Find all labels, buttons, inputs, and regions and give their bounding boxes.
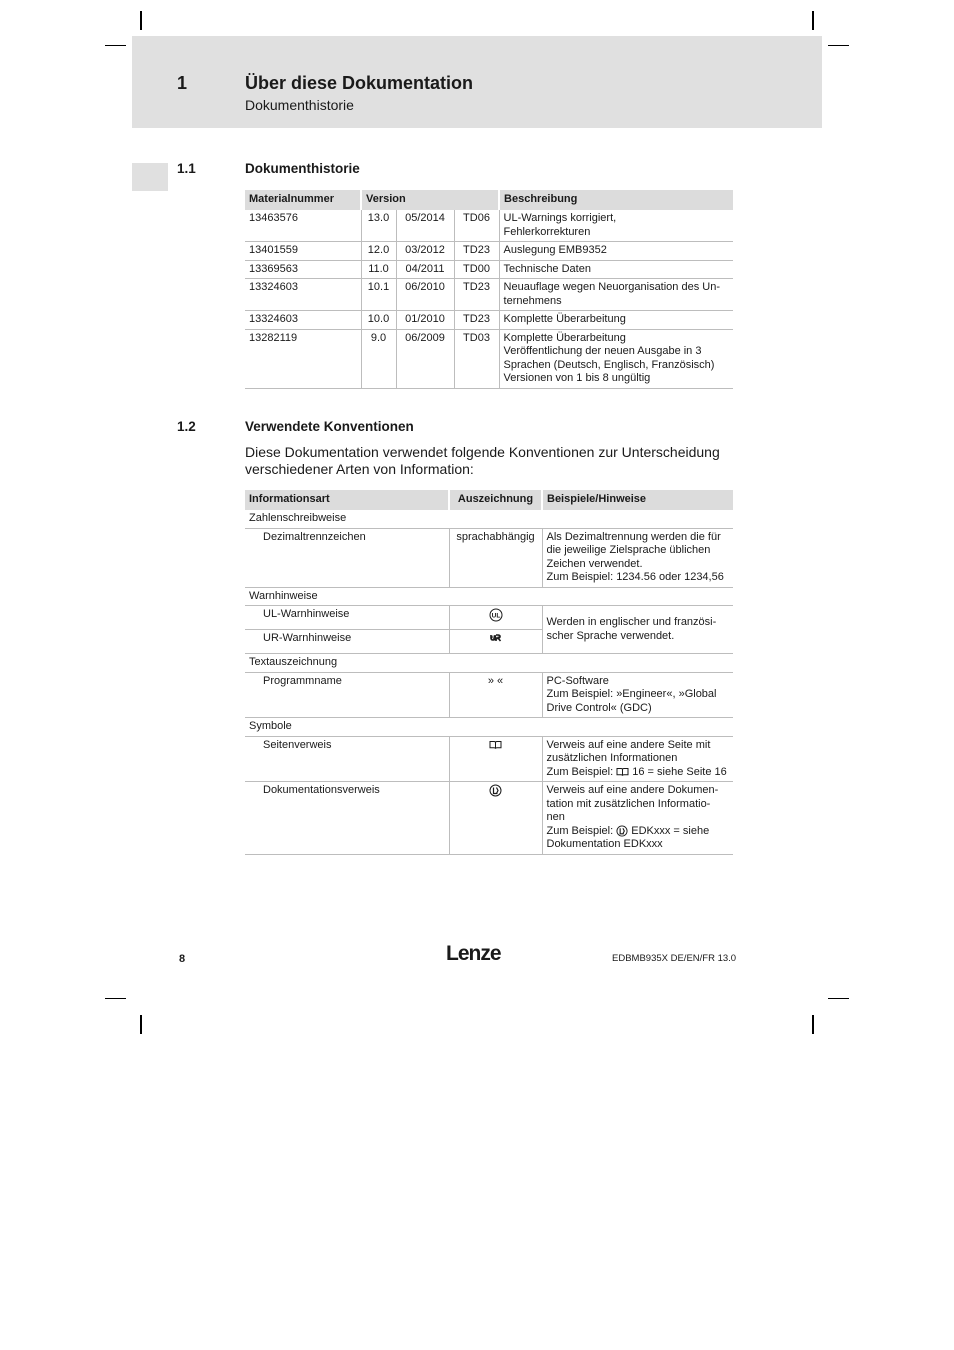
notes <box>542 736 733 782</box>
table-row <box>245 260 733 279</box>
note-line: zusätzlichen Informationen <box>546 752 678 764</box>
version-code: TD06 <box>454 210 499 242</box>
material-number: 13324603 <box>245 311 361 330</box>
table-row <box>245 311 733 330</box>
table-row <box>245 528 733 587</box>
table-header-row <box>245 190 733 210</box>
notes <box>542 672 733 718</box>
book-icon <box>489 740 502 750</box>
group-row <box>245 510 733 528</box>
conventions-table <box>245 490 733 855</box>
description-line: Auslegung EMB9352 <box>503 244 607 256</box>
group-label: Textauszeichnung <box>245 654 733 673</box>
note-line: nen <box>546 811 565 823</box>
chapter-title: Über diese Dokumentation <box>245 73 474 93</box>
crop-mark <box>105 998 126 999</box>
note-line: Werden in englischer und französi- <box>546 616 717 628</box>
crop-mark <box>140 11 142 30</box>
crop-mark <box>828 45 849 46</box>
description-line: Komplette Überarbeitung <box>503 313 626 325</box>
group-label: Zahlenschreibweise <box>245 510 733 528</box>
intro-paragraph: Diese Dokumentation verwendet folgende Konventionen zur Unterscheidung verschiedener Arten von Information: <box>245 444 720 477</box>
material-number: 13282119 <box>245 329 361 388</box>
document-history-table <box>245 190 733 389</box>
description-line: Sprachen (Deutsch, Englisch, Französisch) <box>503 358 715 371</box>
document-reference: EDBMB935X DE/EN/FR 13.0 <box>612 953 737 964</box>
description-line: ternehmens <box>503 294 562 307</box>
group-label: Symbole <box>245 718 733 737</box>
example-prefix: Zum Beispiel: <box>546 824 617 837</box>
table-row <box>245 242 733 261</box>
info-type: Seitenverweis <box>245 736 449 782</box>
table-row <box>245 736 733 782</box>
table-row <box>245 672 733 718</box>
note-line <box>547 825 730 839</box>
group-row <box>245 718 733 737</box>
note-line: Drive Control« (GDC) <box>546 701 652 714</box>
material-number: 13369563 <box>245 260 361 279</box>
version-number: 10.0 <box>361 311 396 330</box>
notes <box>542 782 733 855</box>
material-number: 13463576 <box>245 210 361 242</box>
version-code: TD23 <box>454 242 499 261</box>
note-line: Zum Beispiel: »Engineer«, »Global <box>546 688 717 700</box>
example-suffix: 16 = siehe Seite 16 <box>629 765 727 778</box>
table-header-row <box>245 490 733 510</box>
marking <box>449 736 542 782</box>
crop-mark <box>140 1015 142 1034</box>
version-number: 13.0 <box>361 210 396 242</box>
crop-mark <box>105 45 126 46</box>
column-header: Auszeichnung <box>449 490 542 510</box>
version-code: TD23 <box>454 311 499 330</box>
column-header: Beispiele/Hinweise <box>542 490 733 510</box>
doc-reference-icon <box>616 825 628 837</box>
note-line: die jeweilige Zielsprache üblichen <box>546 544 711 556</box>
table-row <box>245 279 733 311</box>
section-title: Verwendete Konventionen <box>245 419 414 434</box>
ur-recognized-icon <box>489 632 503 644</box>
note-line: Zum Beispiel: 1234.56 oder 1234,56 <box>546 571 724 583</box>
column-header: Informationsart <box>245 490 449 510</box>
table-row <box>245 606 733 630</box>
description-line: Technische Daten <box>503 262 591 275</box>
group-label: Warnhinweise <box>245 587 733 606</box>
marking: » « <box>449 672 542 718</box>
column-header: Version <box>361 190 499 210</box>
description <box>499 260 733 279</box>
version-date: 06/2010 <box>396 279 454 311</box>
material-number: 13324603 <box>245 279 361 311</box>
description-line: Veröffentlichung der neuen Ausgabe in 3 <box>503 345 702 357</box>
version-code: TD00 <box>454 260 499 279</box>
section-number: 1.2 <box>177 419 196 434</box>
section-title: Dokumenthistorie <box>245 161 360 176</box>
version-date: 06/2009 <box>396 329 454 388</box>
description-line: UL-Warnings korrigiert, <box>503 212 617 224</box>
info-type: UL-Warnhinweise <box>245 606 449 630</box>
crop-mark <box>812 11 814 30</box>
chapter-subtitle: Dokumenthistorie <box>245 97 354 113</box>
group-row <box>245 587 733 606</box>
note-line: Zeichen verwendet. <box>546 557 643 570</box>
book-icon <box>616 767 629 777</box>
note-line: tation mit zusätzlichen Informatio- <box>546 797 711 810</box>
marking <box>449 606 542 630</box>
version-number: 10.1 <box>361 279 396 311</box>
crop-mark <box>828 998 849 999</box>
material-number: 13401559 <box>245 242 361 261</box>
svg-text:ᴿᵁ: ᴿᵁ <box>489 634 499 644</box>
column-header: Materialnummer <box>245 190 361 210</box>
page-number: 8 <box>179 953 186 965</box>
section-number: 1.1 <box>177 161 196 176</box>
marking <box>449 782 542 855</box>
ul-listed-icon <box>489 608 503 622</box>
chapter-header-band <box>132 36 822 128</box>
notes <box>542 606 733 654</box>
table-row <box>245 329 733 388</box>
note-line: scher Sprache verwendet. <box>546 629 675 642</box>
note-line: Dokumentation EDKxxx <box>546 838 663 850</box>
description <box>499 242 733 261</box>
description <box>499 210 733 242</box>
note-line: Als Dezimaltrennung werden die für <box>546 530 721 543</box>
version-date: 04/2011 <box>396 260 454 279</box>
version-date: 03/2012 <box>396 242 454 261</box>
version-date: 01/2010 <box>396 311 454 330</box>
description-line: Fehlerkorrekturen <box>503 225 591 238</box>
version-code: TD03 <box>454 329 499 388</box>
marking: sprachabhängig <box>449 528 542 587</box>
description <box>499 279 733 311</box>
column-header: Beschreibung <box>499 190 733 210</box>
version-number: 12.0 <box>361 242 396 261</box>
doc-reference-icon <box>489 784 502 797</box>
group-row <box>245 654 733 673</box>
table-row <box>245 782 733 855</box>
description <box>499 329 733 388</box>
version-number: 9.0 <box>361 329 396 388</box>
note-line: Verweis auf eine andere Seite mit <box>546 738 711 751</box>
lenze-logo: Lenze <box>446 942 501 965</box>
crop-mark <box>812 1015 814 1034</box>
info-type: Dezimaltrennzeichen <box>245 528 449 587</box>
note-line <box>547 766 730 780</box>
description <box>499 311 733 330</box>
example-prefix: Zum Beispiel: <box>546 765 617 778</box>
info-type: Dokumentationsverweis <box>245 782 449 855</box>
note-line: Verweis auf eine andere Dokumen- <box>546 784 719 796</box>
example-suffix: EDKxxx = siehe <box>628 824 710 837</box>
info-type: UR-Warnhinweise <box>245 630 449 654</box>
version-date: 05/2014 <box>396 210 454 242</box>
notes <box>542 528 733 587</box>
info-type: Programmname <box>245 672 449 718</box>
chapter-number: 1 <box>177 73 188 93</box>
description-line: Komplette Überarbeitung <box>503 331 626 344</box>
chapter-side-tab <box>132 163 168 191</box>
note-line: PC-Software <box>546 674 609 687</box>
description-line: Versionen von 1 bis 8 ungültig <box>503 372 651 384</box>
version-code: TD23 <box>454 279 499 311</box>
version-number: 11.0 <box>361 260 396 279</box>
marking <box>449 630 542 654</box>
table-row <box>245 210 733 242</box>
description-line: Neuauflage wegen Neuorganisation des Un- <box>503 281 720 293</box>
svg-text:UL: UL <box>491 612 500 620</box>
